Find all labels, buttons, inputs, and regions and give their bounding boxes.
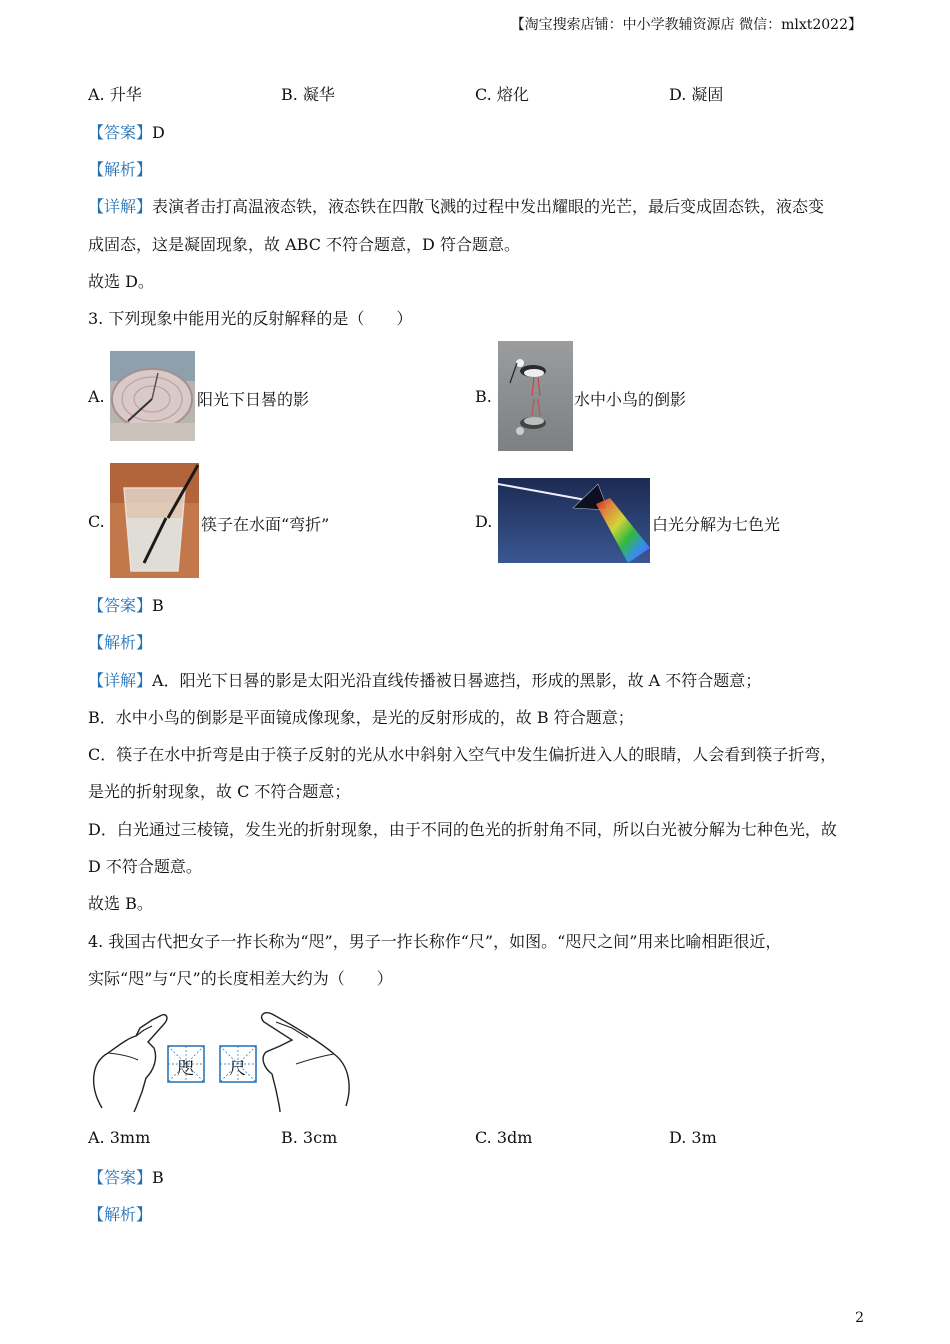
q3-option-d-letter: D. — [475, 512, 493, 531]
q3-detail-line-1 — [88, 668, 761, 691]
q2-option-b: B. 凝华 — [281, 85, 335, 104]
q3-detail-line-4: 是光的折射现象，故 C 不符合题意； — [88, 782, 351, 801]
q3-option-b-letter: B. — [475, 387, 492, 406]
q3-option-c-caption: 筷子在水面“弯折” — [201, 515, 330, 534]
q2-conclusion: 故选 D。 — [88, 272, 154, 291]
q3-answer-line — [88, 593, 164, 616]
hand-span-figure — [88, 1008, 352, 1112]
q2-detail-line-1 — [88, 194, 824, 217]
q4-option-b: B. 3cm — [281, 1128, 338, 1147]
q3-detail-text-1: A．阳光下日晷的影是太阳光沿直线传播被日晷遮挡，形成的黑影，故 A 不符合题意； — [152, 671, 762, 690]
q2-detail-text-1: 表演者击打高温液态铁，液态铁在四散飞溅的过程中发出耀眼的光芒，最后变成固态铁，液态变 — [152, 197, 825, 216]
q2-analysis-tag: 【解析】 — [88, 160, 153, 179]
q3-option-c-letter: C. — [88, 512, 105, 531]
q3-detail-line-5: D．白光通过三棱镜，发生光的折射现象，由于不同的色光的折射角不同，所以白光被分解为七种色光，故 — [88, 820, 837, 839]
page-header: 【淘宝搜索店铺：中小学教辅资源店 微信：mlxt2022】 — [510, 17, 862, 33]
detail-tag: 【详解】 — [88, 671, 153, 690]
q3-answer: B — [152, 596, 164, 615]
q3-conclusion: 故选 B。 — [88, 894, 153, 913]
prism-spectrum-image — [498, 478, 650, 563]
q2-answer: D — [152, 123, 165, 142]
q2-detail-line-2: 成固态，这是凝固现象，故 ABC 不符合题意，D 符合题意。 — [88, 235, 520, 254]
q3-detail-line-6: D 不符合题意。 — [88, 857, 202, 876]
q2-answer-line — [88, 120, 165, 143]
figure-char-chi: 尺 — [229, 1059, 246, 1079]
q4-stem-line-1: 4. 我国古代把女子一拃长称为“咫”，男子一拃长称作“尺”，如图。“咫尺之间”用来比喻相距很近， — [88, 932, 782, 951]
answer-tag: 【答案】 — [88, 596, 153, 615]
answer-tag: 【答案】 — [88, 123, 153, 142]
q4-option-d: D. 3m — [669, 1128, 717, 1147]
q3-analysis-tag: 【解析】 — [88, 633, 153, 652]
bird-reflection-image — [498, 341, 573, 451]
q4-option-a: A. 3mm — [88, 1128, 151, 1147]
answer-tag: 【答案】 — [88, 1168, 153, 1187]
q4-option-c: C. 3dm — [475, 1128, 533, 1147]
detail-tag: 【详解】 — [88, 197, 153, 216]
q2-option-c: C. 熔化 — [475, 85, 529, 104]
q4-stem-line-2: 实际“咫”与“尺”的长度相差大约为（ ） — [88, 969, 393, 988]
q3-option-a-letter: A. — [88, 387, 105, 406]
q3-option-d-caption: 白光分解为七色光 — [652, 515, 781, 534]
page-number: 2 — [855, 1310, 864, 1326]
q2-option-a: A. 升华 — [88, 85, 142, 104]
q3-option-a-caption: 阳光下日晷的影 — [197, 390, 310, 409]
q3-detail-line-3: C．筷子在水中折弯是由于筷子反射的光从水中斜射入空气中发生偏折进入人的眼睛，人会看到筷子折弯， — [88, 745, 837, 764]
sundial-image — [110, 351, 195, 441]
figure-char-zhi: 咫 — [177, 1059, 194, 1079]
q4-analysis-tag: 【解析】 — [88, 1205, 153, 1224]
chopstick-glass-image — [110, 463, 199, 578]
q3-detail-line-2: B．水中小鸟的倒影是平面镜成像现象，是光的反射形成的，故 B 符合题意； — [88, 708, 634, 727]
q4-answer-line — [88, 1165, 164, 1188]
q3-stem: 3. 下列现象中能用光的反射解释的是（ ） — [88, 309, 413, 328]
q4-answer: B — [152, 1168, 164, 1187]
q3-option-b-caption: 水中小鸟的倒影 — [574, 390, 687, 409]
q2-option-d: D. 凝固 — [669, 85, 724, 104]
